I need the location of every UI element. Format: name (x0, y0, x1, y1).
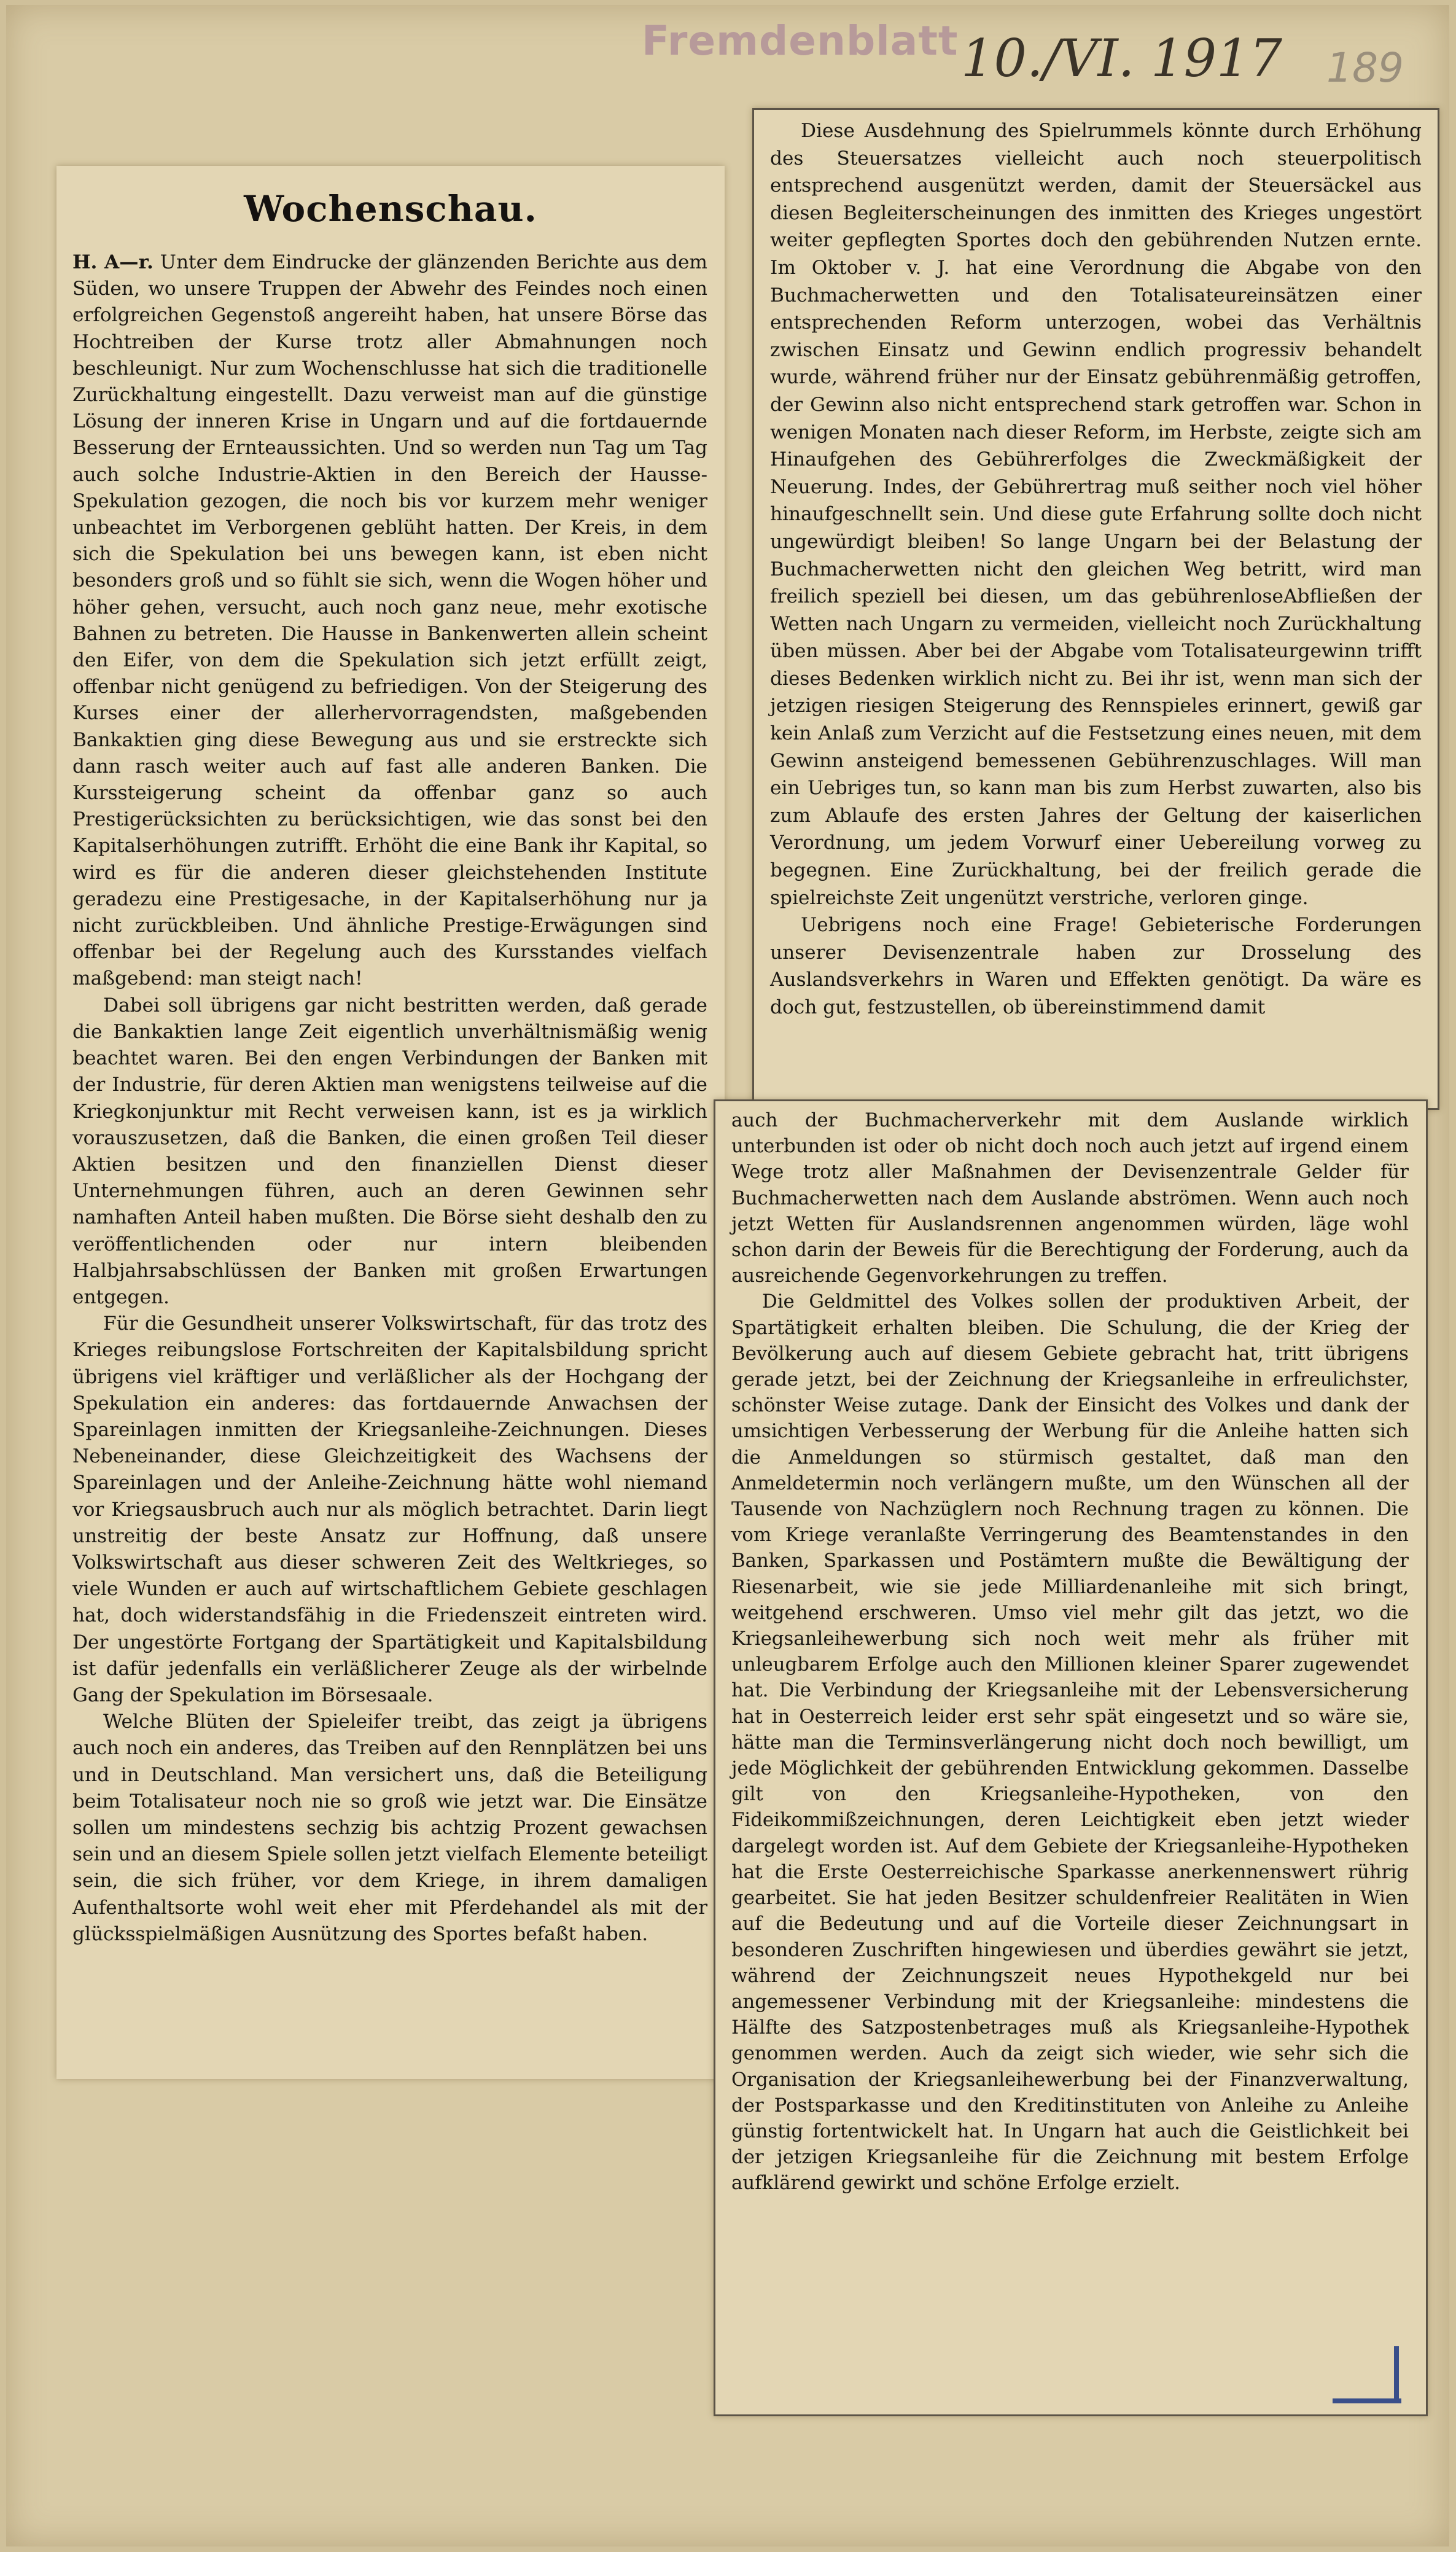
paragraph: Diese Ausdehnung des Spielrummels könnte durch Erhöhung des Steuersatzes vielleicht auch noch steuerpolitisch entsprechend ausgenützt werden, damit der Steuersäckel aus diesen Begleiterscheinungen des inmitten des Krieges ungestört weiter gepflegten Sportes doch den gebührenden Nutzen ernte. Im Oktober v. J. hat eine Verordnung die Abgabe von den Buchmacherwetten und den Totalisateureinsätzen einer entsprechenden Reform unterzogen, wobei das Verhältnis zwischen Einsatz und Gewinn endlich progressiv behandelt wurde, während früher nur der Einsatz gebührenmäßig getroffen, der Gewinn also nicht entsprechend stark getroffen war. Schon in wenigen Monaten nach dieser Reform, im Herbste, zeigte sich am Hinaufgehen des Gebührerfolges die Zweckmäßigkeit der Neuerung. Indes, der Gebührertrag muß seither noch viel höher hinaufgeschnellt sein. Und diese gute Erfahrung sollte doch nicht ungewürdigt bleiben! So lange Ungarn bei der Belastung der Buchmacherwetten nicht den gleichen Weg betritt, wird man freilich speziell bei diesen, um das gebührenloseAbfließen der Wetten nach Ungarn zu vermeiden, vielleicht noch Zurückhaltung üben müssen. Aber bei der Abgabe vom Totalisateurgewinn trifft dieses Bedenken wirklich nicht zu. Bei ihr ist, wenn man sich der jetzigen riesigen Steigerung des Rennspieles erinnert, gewiß gar kein Anlaß zum Verzicht auf die Festsetzung eines neuen, mit dem Gewinn ansteigend bemessenen Gebührenzuschlages. Will man ein Uebriges tun, so kann man bis zum Herbst zuwarten, also bis zum Ablaufe des ersten Jahres der Geltung der kaiserlichen Verordnung, um jedem Vorwurf einer Uebereilung vorweg zu begegnen. Eine Zurückhaltung, bei der freilich gerade die spielreichste Zeit ungenützt verstriche, verloren ginge. (770, 120, 1422, 909)
right-top-column-text (754, 110, 1438, 1028)
clipping-right-bottom-column (714, 1099, 1428, 2416)
right-bottom-column-text (715, 1101, 1426, 2203)
clipping-left-column (56, 166, 725, 2079)
handwritten-date: 10./VI. 1917 (961, 28, 1282, 88)
paragraph: Welche Blüten der Spieleifer treibt, das zeigt ja übrigens auch noch ein anderes, das Treiben auf den Rennplätzen bei uns und in Deutschland. Man versichert uns, daß die Beteiligung beim Totalisateur noch nie so groß wie jetzt war. Die Einsätze sollen um mindestens sechzig bis achtzig Prozent gewachsen sein und an diesem Spiele sollen jetzt vielfach Elemente beteiligt sein, die sich früher, vor dem Kriege, in ihrem damaligen Aufenthaltsorte wohl weit eher mit Pferdehandel als mit der glücksspielmäßigen Ausnützung des Sportes befaßt haben. (72, 1711, 707, 1945)
paragraph: Dabei soll übrigens gar nicht bestritten werden, daß gerade die Bankaktien lange Zeit eigentlich unverhältnismäßig wenig beachtet waren. Bei den engen Verbindungen der Banken mit der Industrie, für deren Aktien man wenigstens teilweise auf die Kriegkonjunktur mit Recht verweisen kann, ist es ja wirklich vorauszusetzen, daß die Banken, die einen großen Teil dieser Aktien besitzen und den finanziellen Dienst dieser Unternehmungen führen, auch an deren Gewinnen sehr namhaften Anteil haben mußten. Die Börse sieht deshalb den zu veröffentlichenden oder nur intern bleibenden Halbjahrsabschlüssen der Banken mit großen Erwartungen entgegen. (72, 994, 707, 1308)
paragraph-text: Unter dem Eindrucke der glänzenden Berichte aus dem Süden, wo unsere Truppen der Abwehr des Feindes noch einen erfolgreichen Gegenstoß angereiht haben, hat unsere Börse das Hochtreiben der Kurse trotz aller Abmahnungen noch beschleunigt. Nur zum Wochenschlusse hat sich die traditionelle Zurückhaltung eingestellt. Dazu verweist man auf die günstige Lösung der inneren Krise in Ungarn und auf die fortdauernde Besserung der Ernteaussichten. Und so werden nun Tag um Tag auch solche Industrie-Aktien in den Bereich der Hausse-Spekulation gezogen, die noch bis vor kurzem mehr weniger unbeachtet im Verborgenen geblüht hatten. Der Kreis, in dem sich die Spekulation bei uns bewegen kann, ist eben nicht besonders groß und so fühlt sie sich, wenn die Wogen höher und höher gehen, versucht, auch noch ganz neue, mehr exotische Bahnen zu betreten. Die Hausse in Bankenwerten allein scheint den Eifer, von dem die Spekulation sich jetzt erfüllt zeigt, offenbar nicht genügend zu befriedigen. Von der Steigerung des Kurses einer der allerhervorragendsten, maßgebenden Bankaktien ging diese Bewegung aus und sie erstreckte sich dann rasch weiter auch auf fast alle anderen Banken. Die Kurssteigerung scheint da offenbar ganz so auch Prestigerücksichten zu berücksichtigen, wie das sonst bei den Kapitalserhöhungen zutrifft. Erhöht die eine Bank ihr Kapital, so wird es für die anderen dieser gleichstehenden Institute geradezu eine Prestigesache, in der Kapitalserhöhung nur ja nicht zurückbleiben. Und ähnliche Prestige-Erwägungen sind offenbar bei der Regelung auch des Kursstandes vielfach maßgebend: man steigt nach! (72, 251, 707, 990)
paragraph (72, 249, 707, 993)
blue-pencil-mark (1333, 2398, 1401, 2403)
clipping-right-top-column (752, 108, 1439, 1110)
left-column-text (56, 236, 725, 1960)
paragraph: Uebrigens noch eine Frage! Gebieterische Forderungen unserer Devisenzentrale haben zur Drosselung des Auslandsverkehrs in Waren und Effekten genötigt. Da wäre es doch gut, festzustellen, ob übereinstimmend damit (770, 914, 1422, 1018)
byline: H. A—r. (72, 251, 154, 273)
paragraph: Für die Gesundheit unserer Volkswirtschaft, für das trotz des Krieges reibungslose Fortschreiten der Kapitalsbildung spricht übrigens viel kräftiger und verläßlicher als der Hochgang der Spekulation ein anderes: das fortdauernde Anwachsen der Spareinlagen inmitten der Kriegsanleihe-Zeichnungen. Dieses Nebeneinander, diese Gleichzeitigkeit des Wachsens der Spareinlagen und der Anleihe-Zeichnung hätte wohl niemand vor Kriegsausbruch auch nur als möglich betrachtet. Darin liegt unstreitig der beste Ansatz zur Hoffnung, daß unsere Volkswirtschaft aus dieser schweren Zeit des Weltkrieges, so viele Wunden er auch auf wirtschaftlichem Gebiete geschlagen hat, doch widerstandsfähig in die Friedenszeit eintreten wird. Der ungestörte Fortgang der Spartätigkeit und Kapitalsbildung ist dafür jedenfalls ein verläßlicherer Zeuge als der wirbelnde Gang der Spekulation im Börsesaale. (72, 1313, 707, 1706)
blue-pencil-mark (1394, 2346, 1399, 2403)
page-number: 189 (1326, 44, 1404, 92)
newspaper-stamp: Fremdenblatt (642, 17, 959, 64)
article-title: Wochenschau. (244, 188, 537, 230)
paragraph: Die Geldmittel des Volkes sollen der produktiven Arbeit, der Spartätigkeit erhalten bleiben. Die Schulung, die der Krieg der Bevölkerung auch auf diesem Gebiete gebracht hat, tritt übrigens gerade jetzt, bei der Zeichnung der Kriegsanleihe in erfreulichster, schönster Weise zutage. Dank der Einsicht des Volkes und dank der umsichtigen Verbesserung der Werbung für die Anleihe hatten sich die Anmeldungen so stürmisch gestaltet, daß man den Anmeldetermin noch verlängern mußte, um den Wünschen all der Tausende von Nachzüglern noch Rechnung tragen zu können. Die vom Kriege veranlaßte Verringerung des Beamtenstandes in den Banken, Sparkassen und Postämtern mußte die Bewältigung der Riesenarbeit, wie sie jede Milliardenanleihe mit sich bringt, weitgehend erschweren. Umso viel mehr gilt das jetzt, wo die Kriegsanleihewerbung sich noch weit mehr als früher mit unleugbarem Erfolge auch den Millionen kleiner Sparer zugewendet hat. Die Verbindung der Kriegsanleihe mit der Lebensversicherung hat in Oesterreich leider erst sehr spät eingesetzt und so wäre sie, hätte man die Terminsverlängerung nicht doch noch bewilligt, um jede Möglichkeit der gebührenden Entwicklung gekommen. Dasselbe gilt von den Kriegsanleihe-Hypotheken, von den Fideikommißzeichnungen, deren Leichtigkeit eben jetzt wieder dargelegt worden ist. Auf dem Gebiete der Kriegsanleihe-Hypotheken hat die Erste Oesterreichische Sparkasse anerkennenswert rührig gearbeitet. Sie hat jeden Besitzer schuldenfreier Realitäten in Wien auf die Bedeutung und auf die Vorteile dieser Zeichnungsart in besonderen Zuschriften hingewiesen und überdies gewährt sie jetzt, während der Zeichnungszeit neues Hypothekgeld nur bei angemessener Verbindung mit der Kriegsanleihe: mindestens die Hälfte des Satzpostenbetrages muß als Kriegsanleihe-Hypothek genommen werden. Auch da zeigt sich wieder, wie sehr sich die Organisation der Kriegsanleihewerbung bei der Finanzverwaltung, der Postsparkasse und den Kreditinstituten von Anleihe zu Anleihe günstig fortentwickelt hat. In Ungarn hat auch die Geistlichkeit bei der jetzigen Kriegsanleihe für die Zeichnung mit bestem Erfolge aufklärend gewirkt und schöne Erfolge erzielt. (731, 1290, 1409, 2195)
paragraph: auch der Buchmacherverkehr mit dem Auslande wirklich unterbunden ist oder ob nicht doch noch auch jetzt auf irgend einem Wege trotz aller Maßnahmen der Devisenzentrale Gelder für Buchmacherwetten nach dem Auslande abströmen. Wenn auch noch jetzt Wetten für Auslandsrennen angenommen würden, läge wohl schon darin der Beweis für die Berechtigung der Forderung, auch da ausreichende Gegenvorkehrungen zu treffen. (731, 1109, 1409, 1287)
